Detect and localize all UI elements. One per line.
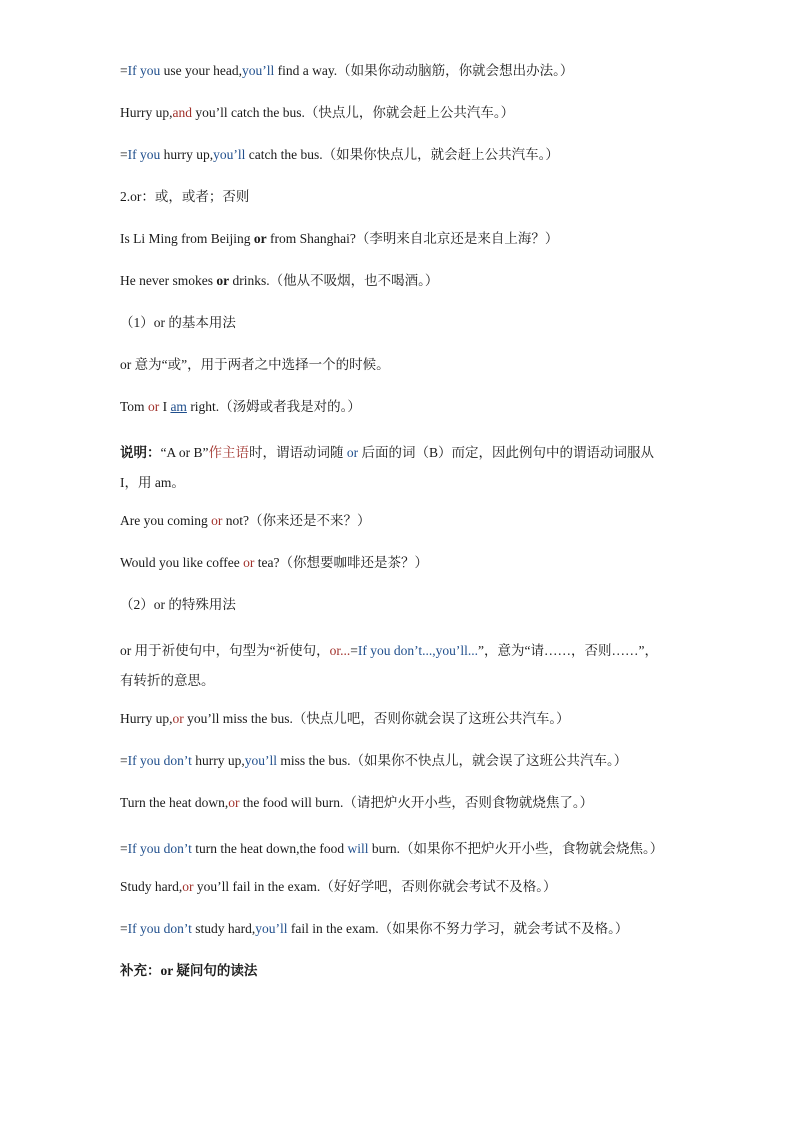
paragraph — [120, 186, 670, 208]
text-segment: If you don’t — [127, 841, 192, 856]
paragraph — [120, 876, 670, 898]
paragraph — [120, 960, 670, 982]
text-segment: If you — [127, 147, 161, 162]
paragraph — [120, 834, 670, 864]
paragraph — [120, 636, 670, 696]
text-segment: from Shanghai?（李明来自北京还是来自上海？） — [266, 231, 559, 246]
text-segment: or — [228, 795, 240, 810]
text-segment: 补充：or 疑问句的读法 — [120, 963, 258, 978]
text-segment: = — [120, 753, 128, 768]
paragraph — [120, 312, 670, 334]
paragraph — [120, 792, 670, 814]
text-segment: or — [253, 231, 267, 246]
text-segment: = — [120, 63, 128, 78]
text-segment: If you — [127, 63, 161, 78]
text-segment: use your head, — [160, 63, 242, 78]
text-segment: you’ll — [241, 63, 275, 78]
text-segment: or — [182, 879, 194, 894]
text-segment: turn the heat down,the food — [191, 841, 348, 856]
text-segment: Turn the heat down, — [120, 795, 229, 810]
text-segment: “A or B” — [160, 445, 209, 460]
paragraph — [120, 354, 670, 376]
text-segment: you’ll catch the bus.（快点儿，你就会赶上公共汽车。） — [192, 105, 515, 120]
text-segment: I — [159, 399, 171, 414]
text-segment: Hurry up, — [120, 105, 173, 120]
text-segment: right.（汤姆或者我是对的。） — [186, 399, 361, 414]
paragraph — [120, 60, 670, 82]
text-segment: find a way.（如果你动动脑筋，你就会想出办法。） — [274, 63, 574, 78]
text-segment: or — [211, 513, 223, 528]
paragraph — [120, 918, 670, 940]
paragraph — [120, 552, 670, 574]
text-segment: burn.（如果你不把炉火开小些，食物就会烧焦。） — [368, 841, 664, 856]
text-segment: （1）or 的基本用法 — [120, 315, 236, 330]
text-segment: you’ll miss the bus.（快点儿吧，否则你就会误了这班公共汽车。） — [183, 711, 570, 726]
paragraph — [120, 144, 670, 166]
text-segment: am — [170, 399, 187, 414]
text-segment: or 用于祈使句中，句型为“祈使句， — [120, 643, 330, 658]
text-segment: He never smokes — [120, 273, 217, 288]
text-segment: 作主语 — [208, 445, 249, 460]
text-segment: 2.or：或，或者；否则 — [120, 189, 250, 204]
text-segment: or — [172, 711, 184, 726]
text-segment: not?（你来还是不来？） — [222, 513, 371, 528]
text-segment: Study hard, — [120, 879, 183, 894]
text-segment: 时，谓语动词随 — [249, 445, 347, 460]
text-segment: and — [172, 105, 192, 120]
paragraph — [120, 102, 670, 124]
text-segment: or — [243, 555, 255, 570]
paragraph — [120, 270, 670, 292]
text-segment: = — [120, 921, 128, 936]
text-segment: you’ll — [255, 921, 288, 936]
text-segment: study hard, — [191, 921, 256, 936]
text-segment: catch the bus.（如果你快点儿，就会赶上公共汽车。） — [245, 147, 559, 162]
text-segment: you’ll fail in the exam.（好好学吧，否则你就会考试不及格。） — [193, 879, 557, 894]
text-segment: or — [147, 399, 160, 414]
paragraph — [120, 438, 670, 498]
text-segment: 后面的词（B）而定，因此例句中的谓语动词服从 I，用 am。 — [120, 445, 655, 490]
paragraph — [120, 228, 670, 250]
text-segment: Is Li Ming from Beijing — [120, 231, 254, 246]
paragraph — [120, 510, 670, 532]
text-segment: will — [347, 841, 369, 856]
text-segment: = — [120, 147, 128, 162]
document-page — [120, 60, 670, 1002]
text-segment: Hurry up, — [120, 711, 173, 726]
paragraph — [120, 594, 670, 616]
paragraph — [120, 750, 670, 772]
text-segment: or — [346, 445, 359, 460]
text-segment: the food will burn.（请把炉火开小些，否则食物就烧焦了。） — [239, 795, 594, 810]
paragraph — [120, 708, 670, 730]
text-segment: If you don’t — [127, 753, 192, 768]
text-segment: hurry up, — [160, 147, 214, 162]
text-segment: tea?（你想要咖啡还是茶？） — [254, 555, 428, 570]
text-segment: you’ll — [244, 753, 277, 768]
text-segment: （2）or 的特殊用法 — [120, 597, 236, 612]
text-segment: you’ll — [213, 147, 246, 162]
text-segment: or... — [329, 643, 351, 658]
text-segment: Would you like coffee — [120, 555, 244, 570]
text-segment: If you don’t — [127, 921, 192, 936]
text-segment: drinks.（他从不吸烟，也不喝酒。） — [229, 273, 439, 288]
text-segment: = — [350, 643, 358, 658]
text-segment: = — [120, 841, 128, 856]
text-segment: Tom — [120, 399, 148, 414]
text-segment: or 意为“或”，用于两者之中选择一个的时候。 — [120, 357, 390, 372]
text-segment: If you don’t...,you’ll... — [357, 643, 479, 658]
text-segment: fail in the exam.（如果你不努力学习，就会考试不及格。） — [287, 921, 629, 936]
text-segment: 说明： — [120, 445, 161, 460]
text-segment: ”，意为“请……，否则……”，有转折的意思。 — [120, 643, 658, 688]
text-segment: Are you coming — [120, 513, 212, 528]
text-segment: hurry up, — [191, 753, 245, 768]
text-segment: miss the bus.（如果你不快点儿，就会误了这班公共汽车。） — [277, 753, 628, 768]
paragraph — [120, 396, 670, 418]
text-segment: or — [216, 273, 230, 288]
